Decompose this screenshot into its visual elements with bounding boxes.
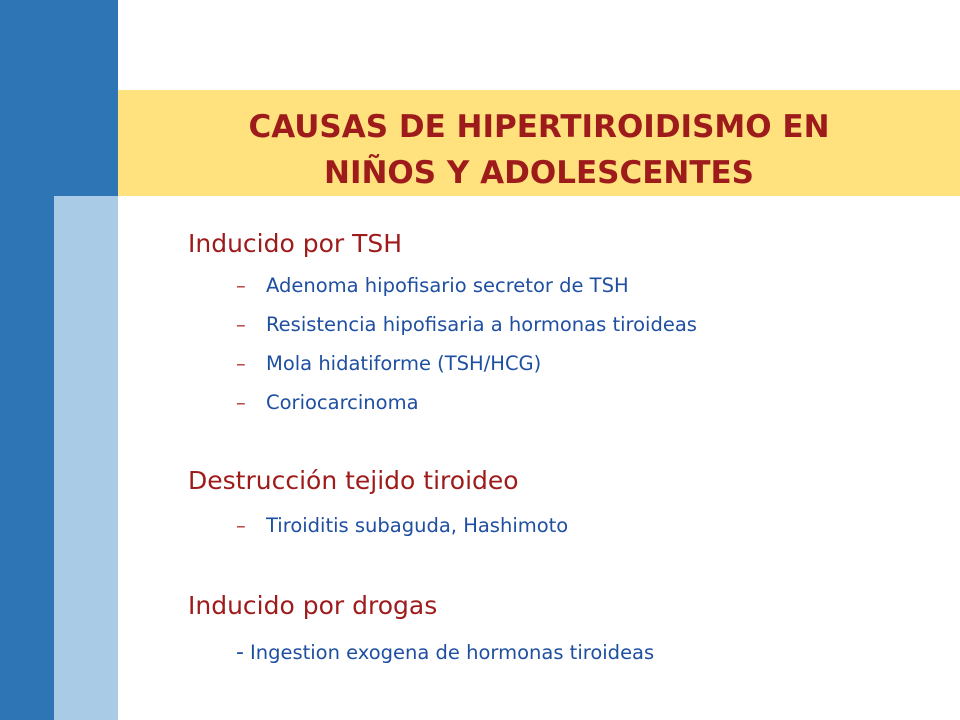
list-item-text: Adenoma hipofisario secretor de TSH [266,274,629,297]
list-item [236,274,629,298]
section-heading-tsh: Inducido por TSH [188,229,403,258]
slide-title-line-1: CAUSAS DE HIPERTIROIDISMO EN [248,109,830,145]
dash-marker: – [236,391,246,414]
list-item-text: Resistencia hipofisaria a hormonas tiroideas [266,313,697,336]
hyphen-marker: - [236,640,244,665]
section-heading-destruccion: Destrucción tejido tiroideo [188,466,519,495]
list-item-text: Tiroiditis subaguda, Hashimoto [266,514,569,537]
list-item [236,313,697,337]
dash-marker: – [236,514,246,537]
list-item [236,641,654,665]
slide-title-line-2: NIÑOS Y ADOLESCENTES [324,155,754,191]
list-item-text: Mola hidatiforme (TSH/HCG) [266,352,542,375]
slide-title [118,104,960,196]
list-item [236,352,541,376]
dash-marker: – [236,313,246,336]
dash-marker: – [236,352,246,375]
list-item [236,514,568,538]
list-item [236,391,419,415]
list-item-text: Ingestion exogena de hormonas tiroideas [249,641,655,664]
dash-marker: – [236,274,246,297]
list-item-text: Coriocarcinoma [266,391,419,414]
section-heading-drogas: Inducido por drogas [188,591,438,620]
left-accent-bar-light [54,196,118,720]
